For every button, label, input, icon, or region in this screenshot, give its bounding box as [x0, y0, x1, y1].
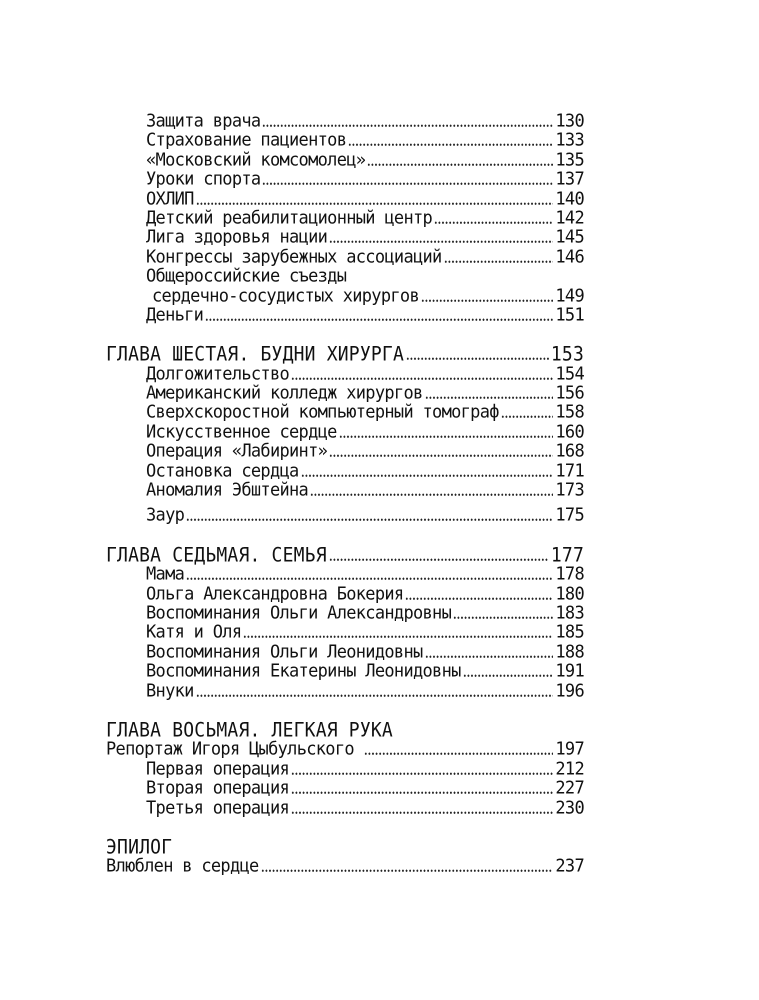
toc-entry-page: 197	[555, 738, 584, 760]
toc-entry-title: Защита врача	[146, 110, 261, 132]
toc-entry-title: Конгрессы зарубежных ассоциаций	[146, 246, 442, 268]
dot-leader	[434, 222, 553, 225]
dot-leader	[329, 241, 553, 244]
toc-entry-title: Репортаж Игоря Цыбульского	[106, 738, 354, 760]
dot-leader	[425, 397, 554, 400]
toc-entry-page: 168	[555, 440, 584, 462]
toc-entry-title: Лига здоровья нации	[146, 226, 328, 248]
table-of-contents	[106, 112, 584, 877]
toc-entry	[106, 480, 584, 501]
toc-entry-title: Общероссийские съезды	[146, 265, 347, 287]
toc-entry-page: 156	[555, 382, 584, 404]
toc-entry-title: Внуки	[146, 679, 194, 702]
toc-entry-title: Остановка сердца	[146, 459, 299, 482]
toc-entry-title: Американский колледж хирургов	[146, 382, 423, 404]
toc-entry-page: 160	[555, 421, 584, 443]
toc-entry-page: 146	[555, 246, 584, 268]
toc-entry	[106, 228, 584, 249]
dot-leader	[329, 558, 549, 561]
toc-entry	[106, 857, 584, 878]
toc-entry-title: Долгожительство	[146, 363, 290, 385]
chapter-title: ЭПИЛОГ	[106, 836, 173, 859]
toc-entry	[106, 662, 584, 683]
toc-entry-page: 154	[555, 363, 584, 385]
toc-entry-title: Ольга Александровна Бокерия	[146, 582, 404, 605]
toc-entry-page: 237	[555, 855, 584, 877]
toc-entry	[106, 170, 584, 191]
toc-entry-page: 175	[555, 504, 584, 526]
toc-entry	[106, 305, 584, 326]
dot-leader	[291, 811, 553, 814]
dot-leader	[406, 358, 549, 361]
toc-entry-title: Мама	[146, 563, 185, 585]
dot-leader	[339, 435, 554, 438]
chapter-page: 153	[550, 343, 584, 366]
toc-entry-page: 171	[555, 459, 584, 482]
section-gap	[106, 325, 584, 345]
chapter-page: 177	[550, 544, 584, 567]
chapter-heading	[106, 345, 584, 366]
toc-entry-title: Уроки спорта	[146, 168, 261, 190]
section-gap	[106, 818, 584, 838]
chapter-title: ГЛАВА СЕДЬМАЯ. СЕМЬЯ	[106, 544, 327, 567]
toc-entry-title: Операция «Лабиринт»	[146, 440, 328, 462]
dot-leader	[348, 144, 553, 147]
toc-entry-title: сердечно-сосудистых хирургов	[152, 284, 419, 307]
toc-entry-page: 133	[555, 129, 584, 151]
dot-leader	[196, 694, 554, 697]
toc-entry-page: 227	[555, 777, 584, 799]
toc-entry	[106, 506, 584, 527]
dot-leader	[405, 597, 553, 600]
toc-entry-title: Заур	[146, 504, 185, 526]
toc-entry-page: 183	[555, 602, 584, 624]
dot-leader	[444, 260, 554, 263]
toc-entry-title: Сверхскоростной компьютерный томограф	[146, 401, 499, 424]
toc-entry-page: 151	[555, 304, 584, 326]
toc-entry-title: ОХЛИП	[146, 187, 194, 210]
toc-entry-page: 191	[555, 660, 584, 682]
toc-entry-title: Детский реабилитационный центр	[146, 207, 433, 229]
dot-leader	[310, 494, 553, 497]
toc-entry-page: 196	[555, 679, 584, 702]
section-gap	[106, 701, 584, 721]
dot-leader	[205, 318, 553, 321]
dot-leader	[453, 617, 553, 620]
toc-entry-page: 130	[555, 110, 584, 132]
toc-entry-page: 158	[555, 401, 584, 424]
toc-entry-page: 135	[555, 149, 584, 171]
toc-entry-title: Деньги	[146, 304, 204, 326]
toc-entry-page: 137	[555, 168, 584, 190]
dot-leader	[262, 183, 553, 186]
toc-entry-title: Катя и Оля	[146, 621, 242, 643]
toc-entry-page: 178	[555, 563, 584, 585]
dot-leader	[291, 792, 553, 795]
toc-entry-page: 188	[555, 641, 584, 663]
toc-entry-page: 180	[555, 582, 584, 605]
toc-entry-title: Страхование пациентов	[146, 129, 347, 151]
toc-entry-title: Третья операция	[146, 796, 290, 819]
dot-leader	[186, 519, 553, 522]
dot-leader	[262, 125, 553, 128]
dot-leader	[364, 753, 553, 756]
toc-entry-title: «Московский комсомолец»	[146, 149, 366, 171]
toc-entry-page: 145	[555, 226, 584, 248]
toc-entry-page: 140	[555, 187, 584, 210]
dot-leader	[291, 772, 553, 775]
chapter-title: ГЛАВА ШЕСТАЯ. БУДНИ ХИРУРГА	[106, 343, 404, 366]
chapter-title: ГЛАВА ВОСЬМАЯ. ЛЕГКАЯ РУКА	[106, 719, 393, 742]
toc-entry-page: 142	[555, 207, 584, 229]
toc-entry	[106, 403, 584, 424]
dot-leader	[301, 474, 554, 477]
toc-entry-title: Искусственное сердце	[146, 421, 337, 443]
dot-leader	[291, 377, 553, 380]
toc-entry-title: Влюблен в сердце	[106, 855, 259, 877]
dot-leader	[421, 299, 553, 302]
dot-leader	[261, 870, 554, 873]
dot-leader	[425, 655, 554, 658]
toc-entry	[106, 779, 584, 800]
toc-entry-title: Воспоминания Екатерины Леонидовны	[146, 660, 461, 682]
toc-entry-title: Вторая операция	[146, 777, 290, 799]
toc-entry-page: 230	[555, 796, 584, 819]
dot-leader	[196, 202, 554, 205]
toc-entry-title: Аномалия Эбштейна	[146, 479, 309, 501]
toc-entry	[106, 623, 584, 644]
dot-leader	[501, 416, 554, 419]
dot-leader	[463, 675, 554, 678]
toc-entry-page: 149	[555, 284, 584, 307]
toc-entry-title: Воспоминания Ольги Леонидовны	[146, 641, 423, 663]
dot-leader	[367, 163, 553, 166]
toc-entry-title: Первая операция	[146, 758, 290, 780]
toc-entry	[106, 565, 584, 586]
toc-entry	[106, 798, 584, 819]
toc-entry-page: 212	[555, 758, 584, 780]
toc-entry-page: 185	[555, 621, 584, 643]
toc-entry-page: 173	[555, 479, 584, 501]
toc-entry	[106, 681, 584, 702]
toc-entry	[106, 267, 584, 288]
dot-leader	[329, 455, 553, 458]
dot-leader	[243, 636, 553, 639]
section-gap	[106, 526, 584, 546]
dot-leader	[186, 578, 553, 581]
toc-entry	[106, 740, 584, 761]
toc-entry	[106, 131, 584, 152]
toc-entry-title: Воспоминания Ольги Александровны	[146, 602, 452, 624]
toc-entry	[106, 442, 584, 463]
